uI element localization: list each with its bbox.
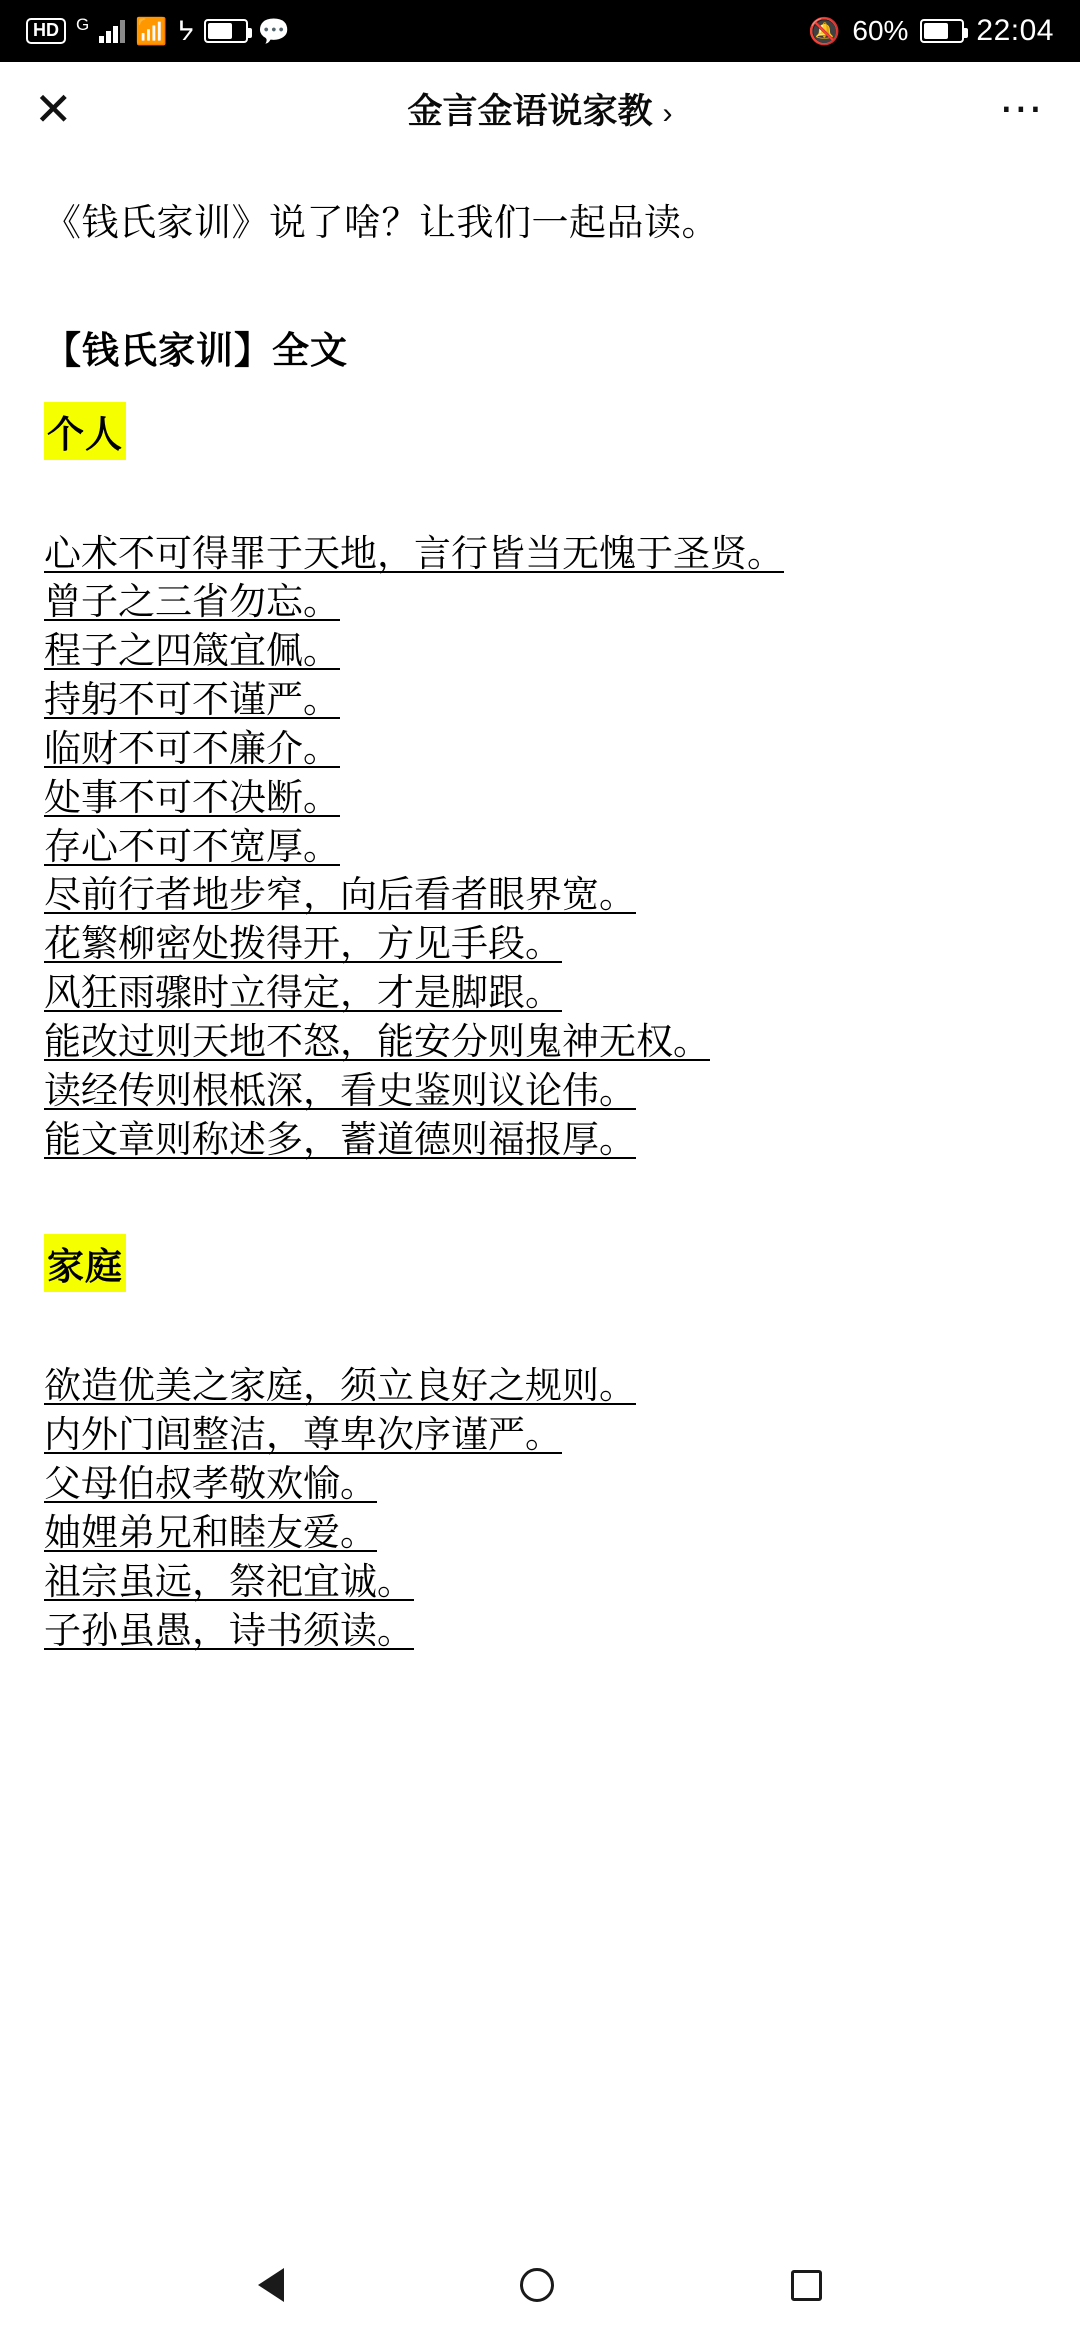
spacer: [44, 1164, 1036, 1234]
article-line: 处事不可不决断。: [44, 776, 340, 818]
recents-square-icon[interactable]: [791, 2270, 822, 2301]
chevron-right-icon[interactable]: ›: [662, 97, 673, 130]
spacer: [44, 1292, 1036, 1362]
article-line: 能文章则称述多，蓄道德则福报厚。: [44, 1118, 636, 1160]
article-line: 心术不可得罪于天地，言行皆当无愧于圣贤。: [44, 532, 784, 574]
highlighted-label: 个人: [44, 402, 126, 460]
status-bar-right: [808, 14, 1054, 48]
page-title: [0, 84, 1080, 134]
article-line: 内外门闾整洁，尊卑次序谨严。: [44, 1414, 562, 1456]
article-line: 程子之四箴宜佩。: [44, 630, 340, 672]
hd-badge: HD: [26, 18, 66, 44]
spacer: [44, 250, 1036, 320]
close-icon[interactable]: ✕: [34, 83, 73, 135]
section-lines-family: [44, 1362, 1036, 1655]
article-line: 曾子之三省勿忘。: [44, 581, 340, 623]
article-line: 读经传则根柢深，看史鉴则议论伟。: [44, 1069, 636, 1111]
battery-icon: [920, 19, 964, 43]
battery-small-icon: [204, 19, 248, 43]
article-line: 父母伯叔孝敬欢愉。: [44, 1463, 377, 1505]
clock-label: 22:04: [976, 14, 1054, 47]
article-line: 子孙虽愚，诗书须读。: [44, 1609, 414, 1651]
article-line: 妯娌弟兄和睦友爱。: [44, 1511, 377, 1553]
network-generation-label: G: [76, 14, 90, 34]
page-title-text: 金言金语说家教: [407, 92, 653, 131]
back-triangle-icon[interactable]: [258, 2268, 284, 2302]
bluetooth-icon: ᔭ: [177, 15, 194, 46]
article-section-title: 【钱氏家训】全文: [44, 329, 348, 371]
article-line: 能改过则天地不怒，能安分则鬼神无权。: [44, 1020, 710, 1062]
status-bar-left: [26, 15, 290, 47]
section-lines-personal: [44, 530, 1036, 1165]
section-heading-personal: [44, 402, 1036, 460]
battery-percent-label: 60%: [852, 15, 909, 46]
status-bar: [0, 0, 1080, 62]
highlighted-label: 家庭: [44, 1234, 126, 1292]
system-navigation-bar: [0, 2230, 1080, 2340]
app-navigation-bar: [0, 62, 1080, 156]
article-line: 花繁柳密处拨得开，方见手段。: [44, 923, 562, 965]
wifi-icon: 📶: [135, 15, 168, 46]
article-line: 欲造优美之家庭，须立良好之规则。: [44, 1365, 636, 1407]
home-circle-icon[interactable]: [520, 2268, 554, 2302]
bell-mute-icon: 🔕: [808, 16, 841, 46]
article-line: 祖宗虽远，祭祀宜诚。: [44, 1560, 414, 1602]
article-intro: 《钱氏家训》说了啥？让我们一起品读。: [44, 202, 719, 243]
spacer: [44, 374, 1036, 402]
article-line: 存心不可不宽厚。: [44, 825, 340, 867]
network-type-label: [76, 15, 89, 47]
article-line: 风狂雨骤时立得定，才是脚跟。: [44, 972, 562, 1014]
article-content: [0, 156, 1080, 2340]
spacer: [44, 460, 1036, 530]
more-options-icon[interactable]: ⋯: [999, 84, 1046, 133]
article-line: 尽前行者地步窄，向后看者眼界宽。: [44, 874, 636, 916]
section-heading-family: [44, 1234, 1036, 1292]
article-line: 临财不可不廉介。: [44, 727, 340, 769]
article-line: 持躬不可不谨严。: [44, 679, 340, 721]
wechat-icon: 💬: [257, 15, 291, 46]
signal-strength-icon: [99, 19, 125, 43]
